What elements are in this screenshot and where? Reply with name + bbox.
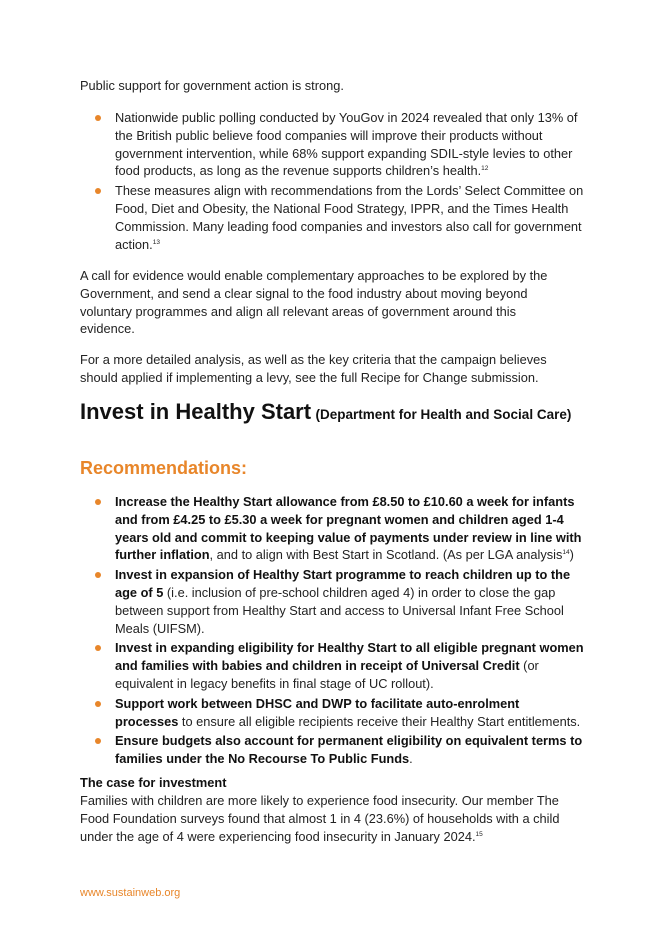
section-title: Invest in Healthy Start — [80, 399, 312, 424]
recommendation-bold: Support work between DHSC and DWP to facilitate auto-enrolment processes — [115, 695, 520, 729]
list-item — [80, 639, 585, 692]
bullet-icon — [95, 499, 101, 505]
section-heading — [80, 398, 585, 426]
list-item — [80, 566, 585, 637]
list-item — [80, 493, 585, 564]
footnote-ref[interactable]: 14 — [562, 549, 570, 557]
recommendation-text-end: ) — [569, 547, 574, 563]
recommendation-bold: Invest in expansion of Healthy Start programme to reach children up to the age of 5 — [115, 567, 571, 600]
bullet-icon — [95, 645, 101, 651]
call-for-evidence-paragraph: A call for evidence would enable complementary approaches to be explored by the Government, and send a clear signal to the food industry about moving beyond voluntary programmes and align all relevant areas of government around this evidence. — [80, 268, 548, 337]
support-bullet-list — [80, 109, 585, 255]
recommendations-list — [80, 493, 585, 770]
list-item — [80, 182, 585, 253]
bullet-icon — [95, 701, 101, 707]
footnote-ref[interactable]: 12 — [481, 165, 489, 173]
detailed-analysis-paragraph: For a more detailed analysis, as well as the key criteria that the campaign believes should applied if implementing a levy, see the full Recipe for Change submission. — [80, 352, 547, 385]
bullet-text: Nationwide public polling conducted by YouGov in 2024 revealed that only 13% of the British public believe food companies will improve their products without government intervention, while 68% support expanding SDIL-style levies to other food products, as long as the revenue supports children’s health. — [115, 110, 578, 179]
list-item — [80, 695, 585, 731]
bullet-icon — [95, 188, 101, 194]
recommendation-text: . — [409, 751, 413, 767]
bullet-icon — [95, 572, 101, 578]
case-body-text: Families with children are more likely to experience food insecurity. Our member The Food Foundation surveys found that almost 1 in 4 (23.6%) of households with a child under the age of 4 were experiencing food insecurity in January 2024. — [80, 793, 560, 844]
footnote-ref[interactable]: 13 — [152, 238, 160, 246]
recommendation-text: to ensure all eligible recipients receive their Healthy Start entitlements. — [178, 713, 581, 729]
list-item — [80, 732, 585, 768]
list-item — [80, 109, 585, 180]
recommendation-bold: Increase the Healthy Start allowance from £8.50 to £10.60 a week for infants and from £4.25 to £5.30 a week for pregnant women and children aged 1-4 years old and commit to keeping value of payments under review in line with further inflation — [115, 494, 582, 563]
recommendation-text: (or equivalent in legacy benefits in final stage of UC rollout). — [115, 658, 539, 691]
bullet-icon — [95, 738, 101, 744]
recommendation-bold: Invest in expanding eligibility for Healthy Start to all eligible pregnant women and families with babies and children in receipt of Universal Credit — [115, 640, 584, 674]
intro-text: Public support for government action is strong. — [80, 78, 344, 93]
case-for-investment-body — [80, 792, 585, 845]
case-for-investment-title: The case for investment — [80, 775, 227, 790]
footer-website-link[interactable]: www.sustainweb.org — [80, 887, 181, 899]
recommendations-title: Recommendations: — [80, 458, 248, 478]
bullet-text: These measures align with recommendations from the Lords’ Select Committee on Food, Diet and Obesity, the National Food Strategy, IPPR, and the Times Health Commission. Many leading food companies and investors also call for government action. — [115, 183, 584, 252]
recommendation-text: (i.e. inclusion of pre-school children aged 4) in order to close the gap between support from Healthy Start and access to Universal Infant Free School Meals (UIFSM). — [115, 584, 564, 636]
section-department: (Department for Health and Social Care) — [315, 407, 572, 422]
bullet-icon — [95, 115, 101, 121]
recommendation-bold: Ensure budgets also account for permanent eligibility on equivalent terms to families under the No Recourse To Public Funds — [115, 733, 583, 767]
recommendation-text: , and to align with Best Start in Scotland. (As per LGA analysis — [209, 547, 563, 563]
footnote-ref[interactable]: 15 — [475, 830, 483, 838]
